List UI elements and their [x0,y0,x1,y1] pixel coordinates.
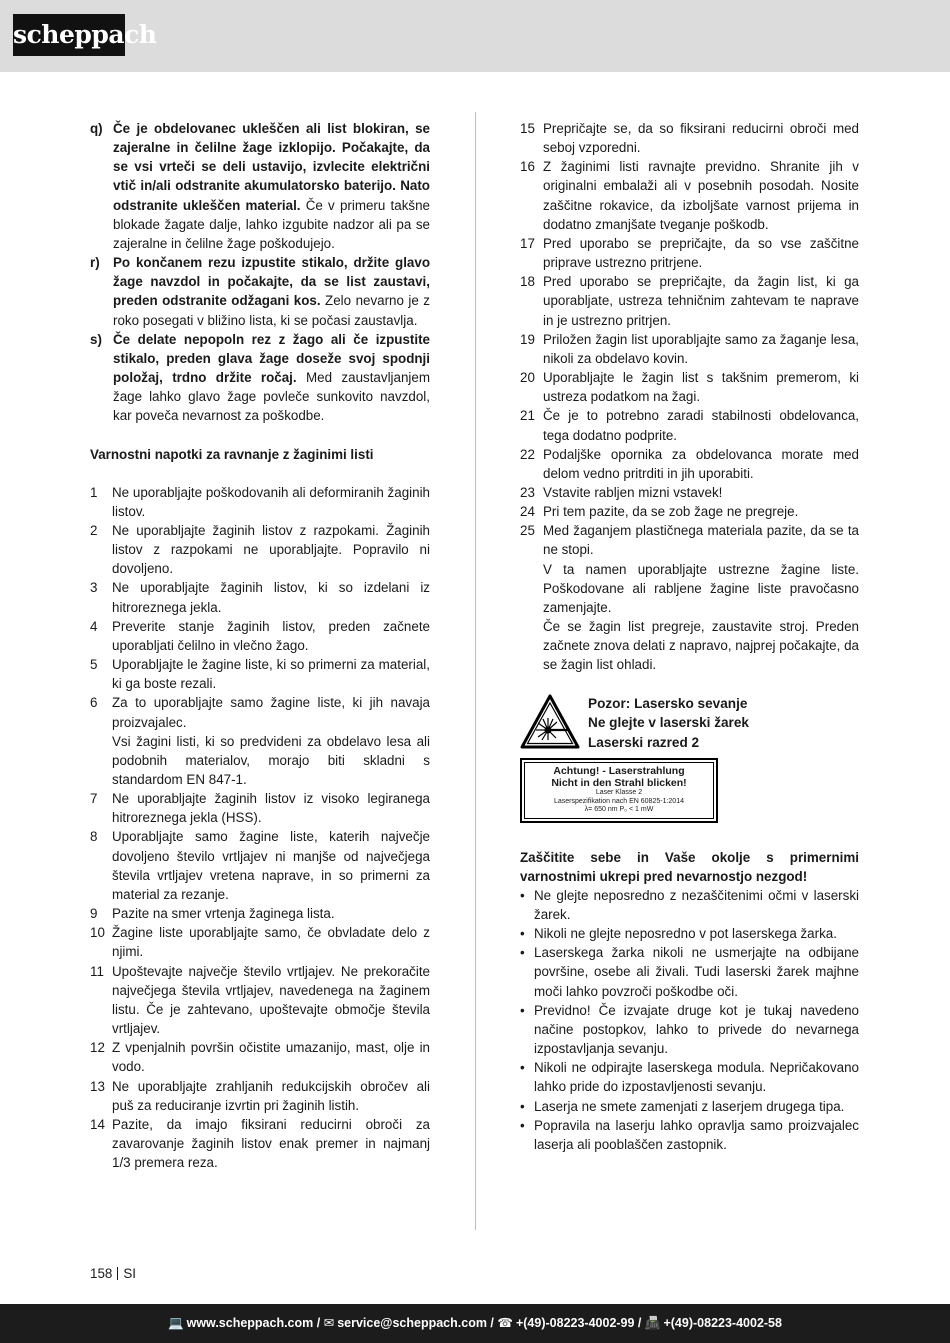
list-item [90,1115,430,1172]
left-column [90,119,430,1172]
laser-label-line: Laserspezifikation nach EN 60825-1:2014 [554,797,684,805]
item-text: Pazite, da imajo fiksirani reducirni obroči za zavarovanje žaginih listov enak premer in najmanj 1/3 premera reza. [112,1116,430,1171]
section-heading: Varnostni napotki za ravnanje z žaginimi listi [90,446,374,462]
item-text: Ne uporabljajte poškodovanih ali deformiranih žaginih listov. [112,484,430,519]
bullet-item [520,1116,859,1154]
list-item [520,272,859,329]
item-text: Pazite na smer vrtenja žaginega lista. [112,906,335,922]
list-item [520,445,859,483]
list-item [90,483,430,521]
item-number: 12 [90,1040,105,1056]
bullet-item [520,1058,859,1096]
bullet-item [520,943,859,1000]
item-text: Vstavite rabljen mizni vstavek! [543,484,723,500]
item-number: 10 [90,925,105,941]
list-item [520,483,859,502]
bullet-icon: • [520,1060,525,1076]
list-item [520,234,859,272]
footer-website-link[interactable]: www.scheppach.com / [186,1316,321,1330]
right-column [520,119,859,1154]
page-number-value: 158 [90,1266,113,1281]
list-item [520,119,859,157]
item-text: Nikoli ne glejte neposredno v pot laserskega žarka. [534,926,837,942]
item-text: Z žaginimi listi ravnajte previdno. Shranite jih v originalni embalaži ali v posebnih posodah. Nosite zaščitne rokavice, da izboljšate varnost prijema in dodatno zmanjšate tveganje poškodb. [543,159,859,232]
item-number: 5 [90,657,98,673]
list-item [520,406,859,444]
bullet-icon: • [520,1117,525,1133]
footer-fax[interactable]: +(49)-08223-4002-58 [663,1316,782,1330]
item-text: Pri tem pazite, da se zob žage ne pregreje. [543,504,799,520]
header-bar [0,0,950,72]
item-text: Upoštevajte največje število vrtljajev. Ne prekoračite največjega števila vrtljajev, navedenega na žaginem listu. Če je zahtevano, upoštevajte območje števila vrtljajev. [112,963,430,1037]
item-text: Med žaganjem plastičnega materiala pazite, da se ta ne stopi. [543,523,859,558]
bullet-item [520,886,859,924]
footer-phone[interactable]: +(49)-08223-4002-99 / [515,1316,642,1330]
item-bold-text: Če delate nepopoln rez z žago ali če izpustite stikalo, preden glava žage doseže svoj spodnji položaj, trdno držite ročaj. [113,331,430,386]
item-text: Uporabljajte samo žagine liste, katerih največje dovoljeno število vrtljajev ni manjše od največjega števila vrtljajev vretena naprave, in so primerni za material za rezanje. [112,829,430,902]
laser-title: Pozor: Lasersko sevanje [588,695,748,711]
phone-icon: ☎ [497,1316,513,1330]
item-text: Uporabljajte le žagine liste, ki so primerni za material, ki ga boste rezali. [112,657,430,692]
page-number [90,1266,136,1281]
item-number: 22 [520,446,535,462]
list-item [90,923,430,961]
laser-warning [520,694,859,753]
item-text: Laserja ne smete zamenjati z laserjem drugega tipa. [534,1098,845,1114]
laser-label-line: Nicht in den Strahl blicken! [551,777,687,790]
list-item [520,368,859,406]
item-bold-text: Po končanem rezu izpustite stikalo, držite glavo žage navzdol in počakajte, da se list zaustavi, preden odstranite odžagani kos. [113,255,430,309]
item-text: Za to uporabljajte samo žagine liste, ki jih navaja proizvajalec. [112,695,430,730]
item-text: Nikoli ne odpirajte laserskega modula. Nepričakovano lahko pride do izpostavljenosti sevanju. [534,1060,859,1095]
item-number: 20 [520,370,535,386]
item-number: 6 [90,695,98,711]
item-text: Ne uporabljajte žaginih listov z razpokami. Žaginih listov z razpokami ne uporabljajte. Popravilo ni dovoljeno. [112,522,430,577]
item-text: Ne uporabljajte zrahljanih redukcijskih obročev ali puš za reduciranje izvrtin pri žaginih listih. [112,1078,430,1113]
item-number: 3 [90,580,98,596]
list-item [90,617,430,655]
item-text: Pred uporabo se prepričajte, da so vse zaščitne priprave ustrezno pritrjene. [543,235,859,271]
item-text: Podaljške opornika za obdelovanca morate med delom vedno pritrditi in jih uporabiti. [543,446,859,481]
list-item [90,693,430,789]
list-item [90,330,430,426]
item-extra-text: V ta namen uporabljajte ustrezne žagine liste. Poškodovane ali rabljene žagine liste pravočasno zamenjajte. [543,561,859,615]
item-number: 25 [520,523,535,539]
section-heading: Zaščitite sebe in Vaše okolje s primernimi varnostnimi ukrepi pred nevarnostjo nezgod! [520,849,859,884]
footer-email-link[interactable]: service@scheppach.com / [337,1316,494,1330]
item-text: Priložen žagin list uporabljajte samo za žaganje lesa, nikoli za obdelavo kovin. [543,331,859,366]
footer-bar [0,1304,950,1343]
item-number: 13 [90,1078,105,1094]
list-item [520,502,859,521]
item-text: Prepričajte se, da so fiksirani reducirni obroči med seboj vzporedni. [543,121,859,156]
item-text: Pred uporabo se prepričajte, da žagin list, ki ga uporabljate, ustreza tehničnim zahtevam te naprave in je ustrezno pritrjen. [543,274,859,328]
column-divider [475,112,476,1230]
item-text: Med zaustavljanjem žage lahko glavo žage povleče sunkovito navzdol, kar poveča nevarnost za poškodbe. [113,370,430,424]
list-item [520,330,859,368]
list-item [90,962,430,1039]
bullet-icon: • [520,1098,525,1114]
item-number: 17 [520,235,535,251]
page-separator [117,1267,118,1280]
list-item [90,904,430,923]
laser-label-sticker [520,758,718,823]
list-item [90,789,430,827]
fax-icon: 📠 [644,1316,661,1330]
item-text: Popravila na laserju lahko opravlja samo proizvajalec laserja ali pooblaščen zastopnik. [534,1117,859,1152]
item-text: Uporabljajte le žagin list s takšnim premerom, ki ustreza podatkom na žagi. [543,370,859,405]
item-label: q) [90,121,103,136]
item-text: Z vpenjalnih površin očistite umazanijo, mast, olje in vodo. [112,1040,430,1075]
item-text: Previdno! Če izvajate druge kot je tukaj navedeno načine postopkov, lahko to privede do nevarnega izpostavljanja sevanju. [534,1002,859,1057]
item-number: 8 [90,829,98,845]
item-number: 24 [520,504,535,520]
item-number: 11 [90,963,104,979]
item-number: 23 [520,484,535,500]
laser-warning-icon [520,694,580,749]
brand-logo[interactable]: scheppach [13,14,125,56]
item-number: 7 [90,791,98,807]
item-text: Če je to potrebno zaradi stabilnosti obdelovanca, tega dodatno podprite. [543,408,859,443]
mail-icon: ✉ [323,1316,335,1330]
list-item [90,119,430,253]
page-language: SI [123,1266,136,1281]
item-number: 2 [90,522,98,538]
list-item [90,521,430,578]
bullet-icon: • [520,887,525,903]
list-item [520,521,859,674]
list-item [90,827,430,904]
item-number: 14 [90,1116,105,1132]
laser-label-line: Achtung! - Laserstrahlung [553,765,685,778]
item-text: Ne glejte neposredno z nezaščitenimi očmi v laserski žarek. [534,887,859,922]
item-text: Ne uporabljajte žaginih listov, ki so izdelani iz hitroreznega jekla. [112,580,430,615]
list-item [90,578,430,616]
bullet-item [520,924,859,943]
item-extra-text: Če se žagin list pregreje, zaustavite stroj. Preden začnete znova delati z napravo, najprej počakajte, da se žagin list ohladi. [543,619,859,673]
item-text: Ne uporabljajte žaginih listov iz visoko legiranega hitroreznega jekla (HSS). [112,791,430,826]
item-text: Če v primeru takšne blokade žagate dalje, lahko izgubite nadzor ali pa se zajeralne in čelilne žage poškodujejo. [113,197,430,251]
item-number: 16 [520,159,535,175]
list-item [520,157,859,234]
computer-icon: 💻 [168,1316,184,1330]
list-item [90,1038,430,1076]
bullet-icon: • [520,926,525,942]
list-item [90,1077,430,1115]
laser-class: Laserski razred 2 [588,734,700,750]
list-item [90,253,430,330]
item-text: Preverite stanje žaginih listov, preden začnete uporabljati čelilno in vlečno žago. [112,618,430,653]
item-number: 15 [520,121,535,136]
laser-title: Ne glejte v laserski žarek [588,715,749,731]
bullet-item [520,1001,859,1058]
item-number: 4 [90,618,98,634]
item-label: r) [90,255,100,271]
list-item [90,655,430,693]
item-number: 19 [520,331,535,347]
bullet-icon: • [520,945,525,961]
item-number: 1 [90,484,98,500]
item-text: Zelo nevarno je z roko posegati v bližino lista, ki se počasi zaustavlja. [113,293,430,328]
item-number: 9 [90,906,98,922]
item-text: Laserskega žarka nikoli ne usmerjajte na odbijane površine, osebe ali živali. Tudi laserski žarek majhne moči lahko povzroči poškodbe oči. [534,945,859,999]
item-extra-text: Vsi žagini listi, ki so predvideni za obdelavo lesa ali podobnih materialov, morajo biti skladni s standardom EN 847-1. [112,733,430,787]
laser-label-line: λ= 650 nm P₀ < 1 mW [584,806,654,814]
item-label: s) [90,331,102,347]
item-number: 18 [520,274,535,290]
item-text: Žagine liste uporabljajte samo, če obvladate delo z njimi. [112,925,430,960]
laser-label-line: Laser Klasse 2 [595,789,643,797]
item-bold-text: Če je obdelovanec ukleščen ali list blokiran, se zajeralne in čelilne žage izklopijo. Počakajte, da se vsi vrteči se deli ustavijo, izvlecite električni vtič in/ali odstranite akumulatorsko baterijo. Nato odstranite ukleščen material. [113,121,430,213]
item-number: 21 [520,408,535,424]
bullet-icon: • [520,1002,525,1018]
bullet-item [520,1097,859,1116]
